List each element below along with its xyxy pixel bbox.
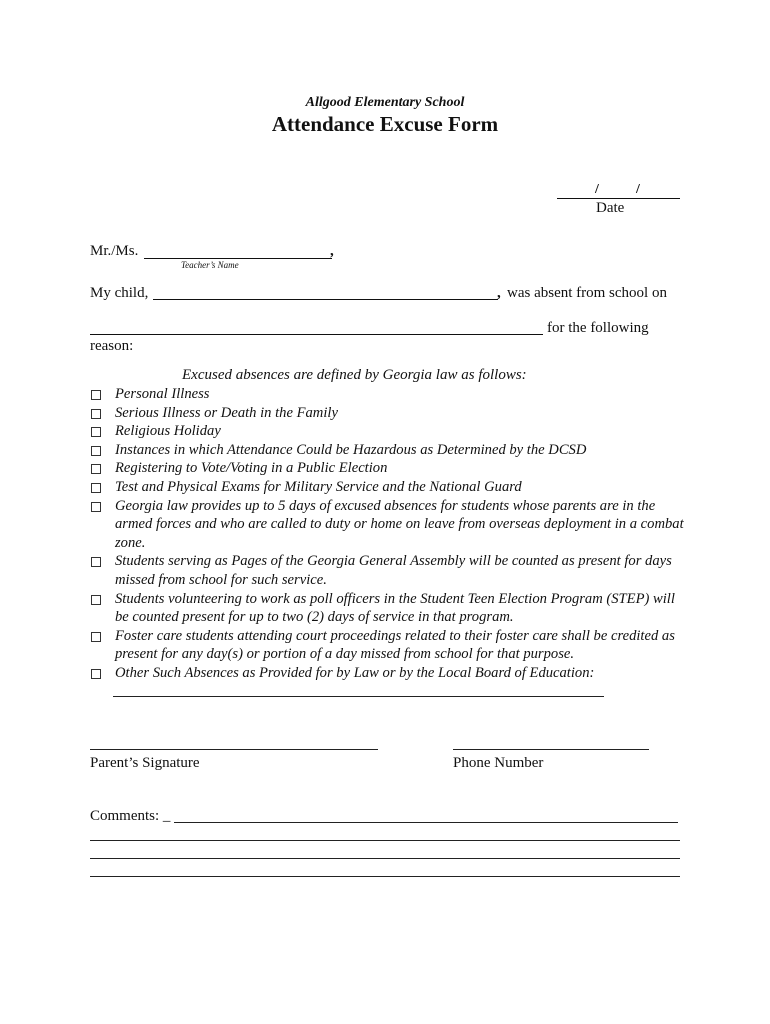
item-text: Test and Physical Exams for Military Service and the National Guard xyxy=(115,478,522,495)
item-text: Personal Illness xyxy=(115,386,210,402)
item-text: Registering to Vote/Voting in a Public Election xyxy=(115,460,388,477)
item-text: Instances in which Attendance Could be Hazardous as Determined by the DCSD xyxy=(115,441,587,458)
checkbox[interactable] xyxy=(91,669,101,679)
reason-label: reason: xyxy=(90,338,134,354)
comments-line-4[interactable] xyxy=(90,876,680,877)
date-slash-1: / xyxy=(595,182,599,197)
comments-line-2[interactable] xyxy=(90,840,680,841)
checkbox[interactable] xyxy=(91,464,101,474)
list-item xyxy=(90,404,690,423)
list-item xyxy=(90,459,690,478)
item-text: Georgia law provides up to 5 days of excused absences for students whose parents are in the armed forces and who are called to duty or home on leave from overseas deployment in a combat zone. xyxy=(115,497,684,551)
phone-number-label: Phone Number xyxy=(453,755,544,771)
list-item xyxy=(90,441,690,460)
absent-text: was absent from school on xyxy=(507,285,667,301)
form-title: Attendance Excuse Form xyxy=(271,112,499,136)
checkbox[interactable] xyxy=(91,446,101,456)
teacher-name-caption: Teacher’s Name xyxy=(181,260,239,270)
checkbox[interactable] xyxy=(91,632,101,642)
list-item xyxy=(90,497,690,553)
item-text: Other Such Absences as Provided for by Law or by the Local Board of Education: xyxy=(115,664,595,681)
list-item xyxy=(90,627,690,664)
list-item xyxy=(90,590,690,627)
item-text: Serious Illness or Death in the Family xyxy=(115,404,338,421)
list-item xyxy=(90,552,690,589)
checkbox[interactable] xyxy=(91,557,101,567)
checkbox[interactable] xyxy=(91,427,101,437)
checkbox[interactable] xyxy=(91,409,101,419)
excused-list xyxy=(90,385,690,683)
excused-heading: Excused absences are defined by Georgia law as follows: xyxy=(182,367,527,383)
checkbox[interactable] xyxy=(91,595,101,605)
child-name-field[interactable] xyxy=(153,299,498,300)
item-text: Students serving as Pages of the Georgia General Assembly will be counted as present for days missed from school for such service. xyxy=(115,553,672,588)
teacher-comma: , xyxy=(330,243,334,259)
teacher-name-field[interactable] xyxy=(144,258,332,259)
parent-signature-label: Parent’s Signature xyxy=(90,755,200,771)
phone-number-field[interactable] xyxy=(453,749,649,750)
comments-line-3[interactable] xyxy=(90,858,680,859)
checkbox[interactable] xyxy=(91,502,101,512)
teacher-prefix: Mr./Ms. xyxy=(90,243,139,259)
comments-line-1[interactable] xyxy=(174,822,678,823)
other-reason-field[interactable] xyxy=(113,696,604,697)
date-slash-2: / xyxy=(636,182,640,197)
comments-label: Comments: _ xyxy=(90,808,171,824)
item-text: Religious Holiday xyxy=(115,423,221,440)
checkbox[interactable] xyxy=(91,483,101,493)
parent-signature-field[interactable] xyxy=(90,749,378,750)
date-field[interactable] xyxy=(557,182,680,199)
list-item xyxy=(90,478,690,497)
absence-date-field[interactable] xyxy=(90,334,543,335)
child-prefix: My child, xyxy=(90,285,149,301)
item-text: Foster care students attending court proceedings related to their foster care shall be credited as present for any day(s) or portion of a day missed from school for that purpose. xyxy=(115,627,675,663)
checkbox[interactable] xyxy=(91,390,101,400)
school-name: Allgood Elementary School xyxy=(305,95,465,110)
following-text: for the following xyxy=(547,320,649,336)
list-item xyxy=(90,422,690,441)
child-comma: , xyxy=(497,285,501,301)
list-item xyxy=(90,385,690,404)
date-label: Date xyxy=(596,200,625,216)
list-item xyxy=(90,664,690,683)
item-text: Students volunteering to work as poll officers in the Student Teen Election Program (STEP) will be counted present for up to two (2) days of service in that program. xyxy=(115,590,675,626)
